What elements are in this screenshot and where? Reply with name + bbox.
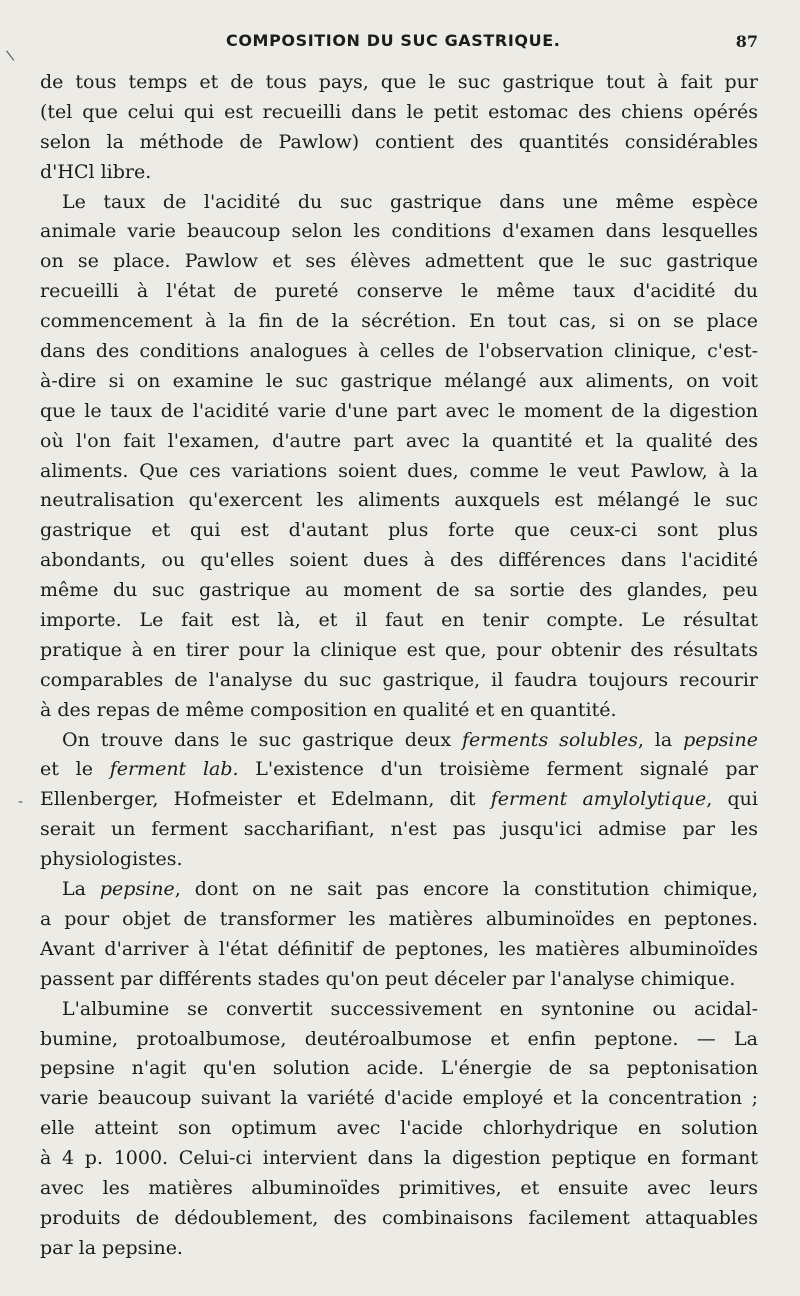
text-line: avec les matières albuminoïdes primitives, et ensuite avec leurs	[40, 1176, 758, 1199]
text-line: recueilli à l'état de pureté conserve le même taux d'acidité du	[40, 280, 758, 303]
text-line: à-dire si on examine le suc gastrique mélangé aux aliments, on voit	[40, 369, 758, 392]
margin-mark: \	[5, 47, 16, 65]
text-line: à 4 p. 1000. Celui-ci intervient dans la digestion peptique en formant	[40, 1147, 758, 1170]
text-line: varie beaucoup suivant la variété d'acide employé et la concentration ;	[40, 1087, 758, 1110]
text-run: On trouve dans le suc gastrique deux	[62, 728, 462, 751]
text-line: on se place. Pawlow et ses élèves admettent que le suc gastrique	[40, 250, 758, 273]
text-line: que le taux de l'acidité varie d'une part avec le moment de la digestion	[40, 399, 758, 422]
text-line: où l'on fait l'examen, d'autre part avec la quantité et la qualité des	[40, 429, 758, 452]
text-line: L'albumine se convertit successivement en syntonine ou acidal-	[62, 997, 758, 1020]
text-line: a pour objet de transformer les matières albuminoïdes en peptones.	[40, 907, 758, 930]
italic-term: ferment lab.	[109, 758, 239, 781]
text-line: comparables de l'analyse du suc gastrique, il faudra toujours recourir	[40, 668, 758, 691]
text-line: importe. Le fait est là, et il faut en tenir compte. Le résultat	[40, 609, 758, 632]
text-line: serait un ferment saccharifiant, n'est pas jusqu'ici admise par les	[40, 818, 758, 841]
text-line: dans des conditions analogues à celles de l'observation clinique, c'est-	[40, 340, 758, 363]
text-run: , la	[637, 728, 684, 751]
paragraph	[40, 995, 758, 1264]
text-line: abondants, ou qu'elles soient dues à des différences dans l'acidité	[40, 549, 758, 572]
text-line: Avant d'arriver à l'état définitif de peptones, les matières albuminoïdes	[40, 937, 758, 960]
text-line: même du suc gastrique au moment de sa sortie des glandes, peu	[40, 579, 758, 602]
text-line	[40, 785, 758, 815]
italic-term: ferment amylolytique	[490, 788, 707, 811]
text-run: La	[62, 878, 100, 901]
paragraph	[40, 68, 758, 188]
text-line: animale varie beaucoup selon les conditions d'examen dans lesquelles	[40, 220, 758, 243]
text-run: , dont on ne sait pas encore la constitution chimique,	[174, 878, 758, 901]
text-line: pratique à en tirer pour la clinique est que, pour obtenir des résultats	[40, 638, 758, 661]
italic-term: ferments solubles	[461, 728, 638, 751]
page-number: 87	[735, 32, 758, 51]
text-line: commencement à la fin de la sécrétion. En tout cas, si on se place	[40, 310, 758, 333]
running-title: COMPOSITION DU SUC GASTRIQUE.	[226, 31, 561, 50]
page-header	[40, 31, 758, 57]
text-run: L'existence d'un troisième ferment signalé par	[238, 758, 759, 781]
text-line: à des repas de même composition en qualité et en quantité.	[40, 698, 617, 721]
italic-term: pepsine	[683, 728, 758, 751]
text-line: d'HCl libre.	[40, 160, 152, 183]
page-body	[40, 68, 758, 1264]
text-line	[40, 875, 758, 905]
text-line: aliments. Que ces variations soient dues, comme le veut Pawlow, à la	[40, 459, 758, 482]
text-line: selon la méthode de Pawlow) contient des quantités considérables	[40, 130, 758, 153]
text-line: neutralisation qu'exercent les aliments auxquels est mélangé le suc	[40, 489, 758, 512]
paragraph	[40, 875, 758, 995]
text-line: pepsine n'agit qu'en solution acide. L'énergie de sa peptonisation	[40, 1057, 758, 1080]
paragraph	[40, 726, 758, 875]
text-line: bumine, protoalbumose, deutéroalbumose et enfin peptone. — La	[40, 1027, 758, 1050]
paragraph	[40, 188, 758, 726]
text-line: physiologistes.	[40, 848, 183, 871]
text-run: Ellenberger, Hofmeister et Edelmann, dit	[40, 788, 491, 811]
text-line: (tel que celui qui est recueilli dans le petit estomac des chiens opérés	[40, 100, 758, 123]
text-line: par la pepsine.	[40, 1236, 183, 1259]
text-line: de tous temps et de tous pays, que le suc gastrique tout à fait pur	[40, 71, 758, 93]
margin-dash: -	[18, 794, 24, 810]
text-line: elle atteint son optimum avec l'acide chlorhydrique en solution	[40, 1117, 758, 1140]
text-line: passent par différents stades qu'on peut déceler par l'analyse chimique.	[40, 967, 736, 990]
text-line: Le taux de l'acidité du suc gastrique dans une même espèce	[62, 190, 758, 213]
text-run: et le	[40, 758, 110, 781]
text-line: gastrique et qui est d'autant plus forte que ceux-ci sont plus	[40, 519, 758, 542]
text-run: , qui	[706, 788, 758, 811]
italic-term: pepsine	[99, 878, 175, 901]
text-line	[40, 755, 758, 785]
text-line	[40, 726, 758, 756]
text-line: produits de dédoublement, des combinaisons facilement attaquables	[40, 1206, 758, 1229]
